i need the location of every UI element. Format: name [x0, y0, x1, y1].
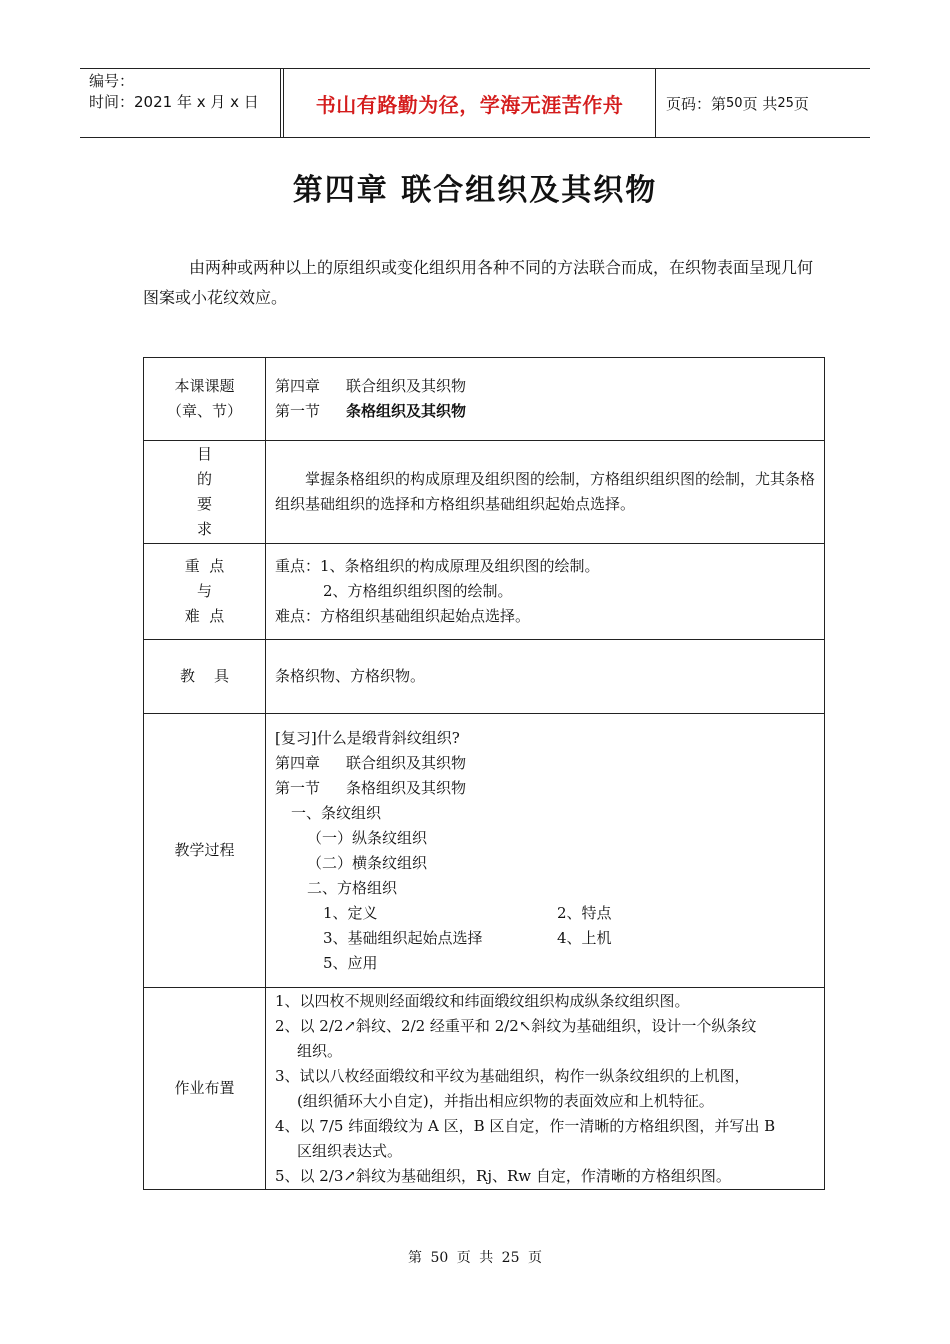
- goal-label-char: 求: [196, 520, 212, 538]
- process-subitem: 2、特点: [557, 903, 612, 922]
- footer-page-total: 25: [501, 1250, 520, 1266]
- homework-item: 3、试以八枚经面缎纹和平纹为基础组织，构作一纵条纹组织的上机图，: [275, 1066, 750, 1085]
- process-row: [275, 926, 816, 951]
- row-homework: [144, 988, 825, 1190]
- process-subitem: （一）纵条纹组织: [307, 828, 428, 847]
- topic-section: 第一节: [275, 402, 321, 420]
- tools-text: 条格织物、方格织物。: [266, 640, 825, 714]
- header-page-total: 25: [777, 95, 794, 111]
- process-chapter-name: 联合组织及其织物: [346, 753, 467, 772]
- footer-suffix: 页: [527, 1250, 542, 1266]
- topic-label-line1: 本课课题: [174, 377, 235, 395]
- footer-mid: 页 共: [456, 1250, 494, 1266]
- page-header: [80, 68, 870, 138]
- header-page-suffix: 页: [793, 94, 809, 113]
- process-label: 教学过程: [144, 714, 266, 988]
- footer-page-current: 50: [430, 1250, 449, 1266]
- homework-item: 4、以 7/5 纬面缎纹为 A 区，B 区自定，作一清晰的方格组织图，并写出 B: [275, 1116, 776, 1135]
- difficulty-point: 难点：方格组织基础组织起始点选择。: [275, 607, 531, 625]
- homework-item: 2、以 2/2↗斜纹、2/2 经重平和 2/2↖斜纹为基础组织，设计一个纵条纹: [275, 1016, 757, 1035]
- page-footer: [0, 1247, 950, 1267]
- header-page-info: [656, 69, 870, 137]
- goal-label-char: 的: [196, 470, 212, 488]
- process-row: [275, 901, 816, 926]
- header-page-mid: 页 共: [742, 94, 778, 113]
- topic-chapter: 第四章: [275, 377, 321, 395]
- topic-label-line2: （章、节）: [166, 402, 242, 420]
- goal-label: [144, 441, 266, 544]
- header-page-prefix: 页码：第: [666, 94, 727, 113]
- key-point-1: 重点：1、条格组织的构成原理及组织图的绘制。: [275, 557, 600, 575]
- homework-item-cont: (组织循环大小自定)，并指出相应织物的表面效应和上机特征。: [297, 1091, 714, 1110]
- topic-section-line: [275, 399, 816, 424]
- key-label-line: 重 点: [184, 557, 225, 575]
- row-goal: [144, 441, 825, 544]
- header-date: 时间：2021 年 x 月 x 日: [89, 93, 259, 111]
- goal-text: 掌握条格组织的构成原理及组织图的绘制，方格组织组织图的绘制，尤其条格组织基础组织的选择和方格组织基础组织起始点选择。: [266, 441, 825, 544]
- key-label-line: 难 点: [184, 607, 225, 625]
- process-chapter: 第四章: [275, 753, 321, 772]
- process-content: [266, 714, 825, 988]
- key-label-line: 与: [196, 582, 212, 600]
- row-key-points: [144, 544, 825, 640]
- key-points: [266, 544, 825, 640]
- goal-label-char: 目: [196, 445, 212, 463]
- homework-item: 1、以四枚不规则经面缎纹和纬面缎纹组织构成纵条纹组织图。: [275, 991, 690, 1010]
- process-subitem: 5、应用: [323, 953, 378, 972]
- topic-section-name: 条格组织及其织物: [346, 402, 467, 420]
- topic-label: [144, 358, 266, 441]
- topic-chapter-name: 联合组织及其织物: [346, 377, 467, 395]
- topic-value: [266, 358, 825, 441]
- intro-paragraph: 由两种或两种以上的原组织或变化组织用各种不同的方法联合而成，在织物表面呈现几何图案或小花纹效应。: [143, 258, 814, 307]
- process-subitem: 3、基础组织起始点选择: [323, 928, 483, 947]
- process-section-line: [275, 776, 816, 801]
- row-tools: [144, 640, 825, 714]
- homework-label: 作业布置: [144, 988, 266, 1190]
- topic-chapter-line: [275, 374, 816, 399]
- header-page-current: 50: [726, 95, 743, 111]
- header-meta: [80, 69, 281, 137]
- header-number-label: 编号：: [89, 72, 135, 90]
- process-subitem: 1、定义: [323, 903, 378, 922]
- process-item: 一、条纹组织: [291, 803, 382, 822]
- lesson-plan-table: [143, 357, 825, 1190]
- homework-item-cont: 区组织表达式。: [297, 1141, 403, 1160]
- homework-item: 5、以 2/3↗斜纹为基础组织，Rj、Rw 自定，作清晰的方格组织图。: [275, 1166, 731, 1185]
- process-section: 第一节: [275, 778, 321, 797]
- goal-label-char: 要: [196, 495, 212, 513]
- process-section-name: 条格组织及其织物: [346, 778, 467, 797]
- homework-content: [266, 988, 825, 1190]
- row-topic: [144, 358, 825, 441]
- header-motto: 书山有路勤为径，学海无涯苦作舟: [283, 69, 656, 137]
- process-review: [复习]什么是缎背斜纹组织?: [275, 728, 460, 747]
- process-item: 二、方格组织: [307, 878, 398, 897]
- homework-item-cont: 组织。: [297, 1041, 343, 1060]
- process-chapter-line: [275, 751, 816, 776]
- process-subitem: 4、上机: [557, 928, 612, 947]
- key-label: [144, 544, 266, 640]
- process-subitem: （二）横条纹组织: [307, 853, 428, 872]
- footer-prefix: 第: [408, 1250, 423, 1266]
- row-process: [144, 714, 825, 988]
- key-point-2: 2、方格组织组织图的绘制。: [323, 582, 513, 600]
- tools-label: 教 具: [144, 640, 266, 714]
- chapter-title: 第四章 联合组织及其织物: [292, 173, 658, 208]
